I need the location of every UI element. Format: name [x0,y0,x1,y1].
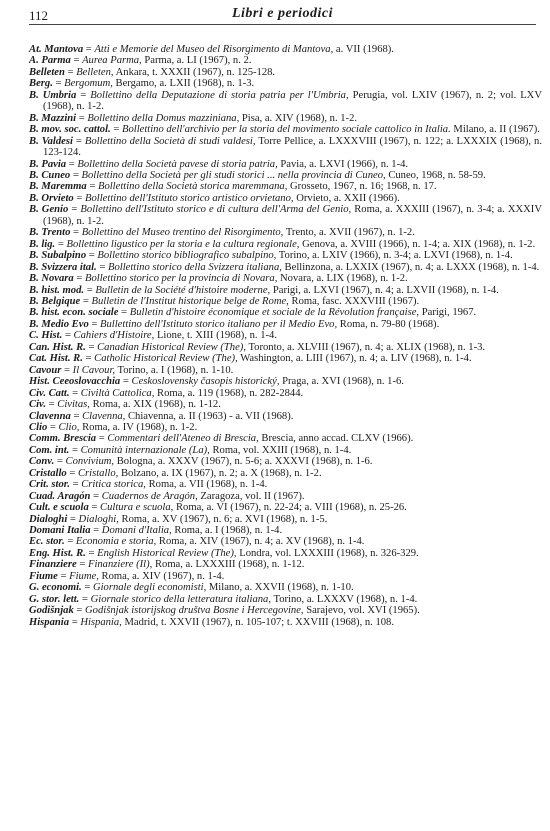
entry-abbreviation: Belleten [29,66,65,78]
entry-title: Il Cavour, [72,364,116,376]
entry-abbreviation: Can. Hist. R. [29,341,86,353]
list-item: B. Genio = Bollettino dell'Istituto storico e di cultura dell'Arma del Genio, Roma, a. XXXIII (1967), n. 3-4; a. XXXIV (1968), n. 1-2. [29,204,542,227]
entry-publication: Torino, a. LXIV (1966), n. 3-4; a. LXVI (1968), n. 1-4. [278,250,513,262]
page-header [29,4,536,25]
entry-title: Economia e storia, [75,536,157,548]
entry-publication: a. VII (1968). [335,44,394,55]
entry-publication: Washington, a. LIII (1967), n. 4; a. LIV (1968), n. 1-4. [240,353,472,365]
entry-title: Atti e Memorie del Museo del Risorgimento di Mantova, [94,44,334,55]
entry-title: Bulletin de la Société d'histoire moderne, [95,284,271,296]
entry-title: Bollettino della Deputazione di storia patria per l'Umbria, [90,89,349,101]
list-item: B. Valdesi = Bollettino della Società di studi valdesi, Torre Pellice, a. LXXXVIII (1967), n. 122; a. LXXXIX (1968), n. 123-124. [29,135,542,159]
entry-abbreviation: A. Parma [29,55,71,67]
entry-title: Bollettino della Società per gli studi storici ... nella provincia di Cuneo, [81,169,386,181]
entry-title: Bollettino storico per la provincia di Novara, [85,273,278,285]
entry-publication: Novara, a. LIX (1968), n. 1-2. [280,273,408,285]
running-title: Libri e periodici [231,6,334,21]
entry-publication: Londra, vol. LXXXIII (1968), n. 326-329. [239,547,419,559]
entry-title: Hispania, [80,616,122,628]
list-item: Hist. Ceeoslovacchia = Ceskoslovensky časopis historický, Praga, a. XVI (1968), n. 1-6. [29,376,404,388]
list-item: Conv. = Convivium, Bologna, a. XXXV (1967), n. 5-6; a. XXXVI (1968), n. 1-6. [29,456,373,468]
entry-publication: Roma, a. LXXXIII (1968), n. 1-12. [154,559,305,571]
entry-abbreviation: B. Orvieto [29,192,74,204]
entry-publication: Bologna, a. XXXV (1967), n. 5-6; a. XXXVI (1968), n. 1-6. [116,456,373,468]
entry-abbreviation: Cat. Hist. R. [29,353,83,365]
entry-abbreviation: G. economi. [29,582,82,594]
list-item: B. Cuneo = Bollettino della Società per gli studi storici ... nella provincia di Cuneo, Cuneo, 1968, n. 58-59. [29,169,486,181]
entry-publication: Roma, a. XIV (1967), n. 4; a. XV (1968), n. 1-4. [158,536,365,548]
entry-abbreviation: B. Subalpino [29,250,87,262]
entry-publication: Parma, a. LI (1967), n. 2. [144,55,252,67]
entry-publication: Chiavenna, a. II (1963) - a. VII (1968). [127,410,294,422]
entry-title: Dialoghi, [78,513,119,525]
entry-abbreviation: Domani Italia [29,525,91,537]
entry-abbreviation: Ec. stor. [29,536,65,548]
list-item: Civ. = Civitas, Roma, a. XIX (1968), n. 1-12. [29,399,221,411]
entry-publication: Roma, a. XIX (1968), n. 1-12. [92,399,221,411]
list-item: B. Trento = Bollettino del Museo trentino del Risorgimento, Trento, a. XVII (1967), n. 1-2. [29,227,415,239]
entry-title: Bollettino della Società pavese di storia patria, [77,158,278,170]
list-item: Cuad. Aragón = Cuadernos de Aragón, Zaragoza, vol. II (1967). [29,490,305,502]
entry-abbreviation: B. Cuneo [29,169,71,181]
entry-title: Civiltà Cattolica, [80,387,155,399]
list-item: Belleten = Belleten, Ankara, t. XXXII (1967), n. 125-128. [29,66,276,78]
entry-abbreviation: Fiume [29,570,58,582]
entry-title: Bollettino dell'Istituto storico artistico orvietano, [85,192,294,204]
list-item: B. mov. soc. cattol. = Bollettino dell'archivio per la storia del movimento sociale cattolico in Italia. Milano, a. II (1967). [29,124,540,136]
entry-title: Convivium, [65,456,115,468]
list-item: Ec. stor. = Economia e storia, Roma, a. XIV (1967), n. 4; a. XV (1968), n. 1-4. [29,536,365,548]
list-item: G. economi. = Giornale degli economisti, Milano, a. XXVII (1968), n. 1-10. [29,582,354,594]
entry-abbreviation: Berg. [29,78,53,90]
list-item: C. Hist. = Cahiers d'Histoire, Lione, t. XIII (1968), n. 1-4. [29,330,277,342]
entry-publication: Roma, fasc. XXXVIII (1967). [291,295,420,307]
list-item: At. Mantova = Atti e Memorie del Museo del Risorgimento di Mantova, a. VII (1968). [29,44,394,55]
entry-publication: Praga, a. XVI (1968), n. 1-6. [282,376,404,388]
entry-abbreviation: B. Trento [29,227,71,239]
entry-title: Belleten, [76,66,114,78]
entry-abbreviation: Conv. [29,456,55,468]
entry-publication: Roma, a. XV (1967), n. 6; a. XVI (1968), n. 1-5. [121,513,328,525]
list-item: A. Parma = Aurea Parma, Parma, a. LI (1967), n. 2. [29,55,252,67]
entry-title: Civitas, [57,399,90,411]
list-item: Clio = Clio, Roma, a. IV (1968), n. 1-2. [29,421,198,433]
list-item: Cavour = Il Cavour, Torino, a. I (1968), n. 1-10. [29,364,234,376]
entry-publication: Bergamo, a. LXII (1968), n. 1-3. [115,78,255,90]
entry-title: Bullettino dell'Istituto storico italiano per il Medio Evo, [100,318,338,330]
entry-abbreviation: Civ. [29,399,46,411]
list-item: B. hist. econ. sociale = Bulletin d'histoire économique et sociale de la Révolution française, Parigi, 1967. [29,307,477,319]
entry-title: Clio, [58,421,80,433]
entry-publication: Roma, a. IV (1968), n. 1-2. [82,421,198,433]
entry-abbreviation: B. hist. mod. [29,284,85,296]
list-item: B. Svizzera ital. = Bollettino storico della Svizzera italiana, Bellinzona, a. LXXIX (1967), n. 4; a. LXXX (1968), n. 1-4. [29,261,540,273]
entry-abbreviation: B. Belgique [29,295,81,307]
entry-publication: Madrid, t. XXVII (1967), n. 105-107; t. XXVIII (1968), n. 108. [124,616,394,628]
entry-title: Cultura e scuola, [100,502,174,514]
entry-publication: Roma, a. XXXIII (1967), n. 3-4; a. XXXIV (1968), n. 1-2. [43,204,542,227]
entry-abbreviation: Comm. Brescia [29,433,97,445]
entry-title: Bollettino della Società storica maremmana, [97,181,288,193]
entry-publication: Bolzano, a. IX (1967), n. 2; a. X (1968), n. 1-2. [120,467,322,479]
entry-publication: Parigi, a. LXVI (1967), n. 4; a. LXVII (1968), n. 1-4. [272,284,499,296]
list-item: Finanziere = Finanziere (Il), Roma, a. LXXXIII (1968), n. 1-12. [29,559,305,571]
list-item: Cristallo = Cristallo, Bolzano, a. IX (1967), n. 2; a. X (1968), n. 1-2. [29,467,322,479]
entry-abbreviation: Clio [29,421,48,433]
list-item: B. Pavia = Bollettino della Società pavese di storia patria, Pavia, a. LXVI (1966), n. 1-4. [29,158,409,170]
entry-publication: Roma, a. I (1968), n. 1-4. [174,525,283,537]
entry-title: Cahiers d'Histoire, [73,330,155,342]
entry-abbreviation: Com. int. [29,444,70,456]
entry-title: Fiume, [69,570,99,582]
list-item: Cat. Hist. R. = Catholic Historical Review (The), Washington, a. LIII (1967), n. 4; a. LIV (1968), n. 1-4. [29,353,472,365]
entry-title: Bollettino storico bibliografico subalpino, [97,250,277,262]
list-item: Berg. = Bergomum, Bergamo, a. LXII (1968), n. 1-3. [29,78,255,90]
entry-title: Bollettino ligustico per la storia e la cultura regionale, [66,238,300,250]
entry-abbreviation: B. Valdesi [29,135,73,147]
entry-title: English Historical Review (The), [97,547,237,559]
entry-abbreviation: B. Svizzera ital. [29,261,97,273]
entry-publication: Milano, a. II (1967). [453,124,540,136]
entry-publication: Genova, a. XVIII (1966), n. 1-4; a. XIX (1968), n. 1-2. [302,238,536,250]
entry-publication: Sarajevo, vol. XVI (1965). [306,605,420,617]
entry-abbreviation: Cuad. Aragón [29,490,91,502]
abbreviations-list [29,44,542,628]
entry-publication: Torino, a. I (1968), n. 1-10. [117,364,234,376]
list-item: Domani Italia = Domani d'Italia, Roma, a. I (1968), n. 1-4. [29,525,283,537]
entry-publication: Brescia, anno accad. CLXV (1966). [261,433,414,445]
entry-abbreviation: B. hist. econ. sociale [29,307,119,319]
entry-publication: Roma, vol. XXIII (1968), n. 1-4. [212,444,352,456]
list-item: B. lig. = Bollettino ligustico per la storia e la cultura regionale, Genova, a. XVIII (1966), n. 1-4; a. XIX (1968), n. 1-2. [29,238,536,250]
entry-title: Godišnjak istorijskog društva Bosne i Hercegovine, [85,605,304,617]
entry-title: Bulletin de l'Institut historique belge de Rome, [91,295,289,307]
entry-publication: Roma, a. VI (1967), n. 22-24; a. VIII (1968), n. 25-26. [175,502,407,514]
entry-abbreviation: B. mov. soc. cattol. [29,124,111,136]
entry-publication: Pisa, a. XIV (1968), n. 1-2. [241,112,358,124]
entry-abbreviation: B. Novara [29,273,74,285]
entry-abbreviation: C. Hist. [29,330,63,342]
entry-title: Cristallo, [77,467,119,479]
list-item: Com. int. = Comunità internazionale (La), Roma, vol. XXIII (1968), n. 1-4. [29,444,352,456]
entry-title: Bollettino della Domus mazziniana, [87,112,240,124]
entry-title: Clavenna, [82,410,126,422]
entry-publication: Toronto, a. XLVIII (1967), n. 4; a. XLIX (1968), n. 1-3. [248,341,486,353]
entry-title: Finanziere (Il), [87,559,153,571]
list-item: B. Umbria = Bollettino della Deputazione di storia patria per l'Umbria, Perugia, vol. LXIV (1967), n. 2; vol. LXV (1968), n. 1-2. [29,89,542,113]
entry-publication: Parigi, 1967. [421,307,477,319]
entry-abbreviation: Clavenna [29,410,71,422]
entry-abbreviation: B. Medio Evo [29,318,89,330]
entry-publication: Milano, a. XXVII (1968), n. 1-10. [208,582,354,594]
entry-publication: Roma, a. VII (1968), n. 1-4. [148,479,268,491]
list-item: Clavenna = Clavenna, Chiavenna, a. II (1963) - a. VII (1968). [29,410,294,422]
list-item: Civ. Catt. = Civiltà Cattolica, Roma, a. 119 (1968), n. 282-2844. [29,387,304,399]
list-item: B. Medio Evo = Bullettino dell'Istituto storico italiano per il Medio Evo, Roma, n. 79-80 (1968). [29,318,440,330]
list-item: Hispania = Hispania, Madrid, t. XXVII (1967), n. 105-107; t. XXVIII (1968), n. 108. [29,616,394,628]
list-item: B. Orvieto = Bollettino dell'Istituto storico artistico orvietano, Orvieto, a. XXII (1966). [29,192,400,204]
list-item: Comm. Brescia = Commentari dell'Ateneo di Brescia, Brescia, anno accad. CLXV (1966). [29,433,414,445]
entry-publication: Zaragoza, vol. II (1967). [200,490,305,502]
entry-publication: Pavia, a. LXVI (1966), n. 1-4. [280,158,409,170]
list-item: G. stor. lett. = Giornale storico della letteratura italiana, Torino, a. LXXXV (1968), n. 1-4. [29,593,418,605]
list-item: Eng. Hist. R. = English Historical Review (The), Londra, vol. LXXXIII (1968), n. 326-329. [29,547,419,559]
entry-abbreviation: Dialoghi [29,513,68,525]
entry-publication: Roma, a. 119 (1968), n. 282-2844. [157,387,304,399]
list-item: B. Novara = Bollettino storico per la provincia di Novara, Novara, a. LIX (1968), n. 1-2. [29,273,408,285]
entry-title: Giornale degli economisti, [92,582,207,594]
entry-title: Bollettino della Società di studi valdesi, [84,135,256,147]
entry-abbreviation: Hispania [29,616,70,628]
list-item: B. Mazzini = Bollettino della Domus mazziniana, Pisa, a. XIV (1968), n. 1-2. [29,112,358,124]
list-item: Godišnjak = Godišnjak istorijskog društva Bosne i Hercegovine, Sarajevo, vol. XVI (1965). [29,605,420,617]
entry-title: Bergomum, [64,78,113,90]
entry-abbreviation: G. stor. lett. [29,593,80,605]
entry-abbreviation: Cristallo [29,467,67,479]
list-item: B. Maremma = Bollettino della Società storica maremmana, Grosseto, 1967, n. 16; 1968, n. 17. [29,181,437,193]
entry-abbreviation: B. Genio [29,204,69,216]
entry-abbreviation: B. Umbria [29,89,77,101]
entry-title: Commentari dell'Ateneo di Brescia, [107,433,259,445]
entry-title: Ceskoslovensky časopis historický, [131,376,280,388]
list-item: Dialoghi = Dialoghi, Roma, a. XV (1967), n. 6; a. XVI (1968), n. 1-5. [29,513,328,525]
list-item: Crit. stor. = Critica storica, Roma, a. VII (1968), n. 1-4. [29,479,268,491]
entry-publication: Ankara, t. XXXII (1967), n. 125-128. [115,66,276,78]
entry-title: Bollettino del Museo trentino del Risorgimento, [81,227,284,239]
entry-publication: Roma, a. XIV (1967), n. 1-4. [101,570,225,582]
entry-publication: Perugia, vol. LXIV (1967), n. 2; vol. LXV (1968), n. 1-2. [43,89,542,113]
entry-title: Cuadernos de Aragón, [101,490,198,502]
list-item: B. hist. mod. = Bulletin de la Société d'histoire moderne, Parigi, a. LXVI (1967), n. 4; a. LXVII (1968), n. 1-4. [29,284,499,296]
entry-title: Critica storica, [81,479,146,491]
entry-abbreviation: B. Mazzini [29,112,77,124]
entry-title: Domani d'Italia, [101,525,172,537]
entry-abbreviation: At. Mantova [29,44,84,55]
entry-abbreviation: Crit. stor. [29,479,70,491]
entry-title: Catholic Historical Review (The), [94,353,238,365]
entry-abbreviation: Cavour [29,364,62,376]
entry-publication: Lione, t. XIII (1968), n. 1-4. [156,330,277,342]
entry-publication: Grosseto, 1967, n. 16; 1968, n. 17. [290,181,437,193]
list-item: B. Belgique = Bulletin de l'Institut historique belge de Rome, Roma, fasc. XXXVIII (1967). [29,295,420,307]
entry-abbreviation: B. lig. [29,238,56,250]
entry-title: Bulletin d'histoire économique et sociale de la Révolution française, [129,307,420,319]
list-item: Cult. e scuola = Cultura e scuola, Roma, a. VI (1967), n. 22-24; a. VIII (1968), n. 25-26. [29,502,407,514]
entry-title: Giornale storico della letteratura italiana, [90,593,271,605]
page-number: 112 [29,8,49,23]
entry-abbreviation: B. Maremma [29,181,87,193]
entry-title: Aurea Parma, [82,55,142,67]
entry-publication: Torino, a. LXXXV (1968), n. 1-4. [273,593,418,605]
list-item: Fiume = Fiume, Roma, a. XIV (1967), n. 1-4. [29,570,225,582]
entry-publication: Torre Pellice, a. LXXXVIII (1967), n. 122; a. LXXXIX (1968), n. 123-124. [43,135,542,159]
list-item: Can. Hist. R. = Canadian Historical Review (The), Toronto, a. XLVIII (1967), n. 4; a. XLIX (1968), n. 1-3. [29,341,486,353]
entry-publication: Roma, n. 79-80 (1968). [339,318,440,330]
entry-publication: Cuneo, 1968, n. 58-59. [388,169,486,181]
entry-abbreviation: Civ. Catt. [29,387,70,399]
entry-title: Canadian Historical Review (The), [97,341,246,353]
entry-abbreviation: Godišnjak [29,605,74,617]
entry-abbreviation: Finanziere [29,559,77,571]
entry-publication: Bellinzona, a. LXXIX (1967), n. 4; a. LXXX (1968), n. 1-4. [284,261,540,273]
entry-abbreviation: B. Pavia [29,158,67,170]
entry-publication: Trento, a. XVII (1967), n. 1-2. [285,227,415,239]
entry-title: Bollettino storico della Svizzera italiana, [107,261,282,273]
list-item: B. Subalpino = Bollettino storico bibliografico subalpino, Torino, a. LXIV (1966), n. 3-4; a. LXVI (1968), n. 1-4. [29,250,513,262]
entry-title: Bollettino dell'Istituto storico e di cultura dell'Arma del Genio, [80,204,352,216]
entry-abbreviation: Cult. e scuola [29,502,89,514]
entry-title: Comunità internazionale (La), [80,444,210,456]
entry-abbreviation: Eng. Hist. R. [29,547,86,559]
entry-title: Bollettino dell'archivio per la storia del movimento sociale cattolico in Italia. [121,124,451,136]
entry-publication: Orvieto, a. XXII (1966). [296,192,400,204]
entry-abbreviation: Hist. Ceeoslovacchia [29,376,121,388]
